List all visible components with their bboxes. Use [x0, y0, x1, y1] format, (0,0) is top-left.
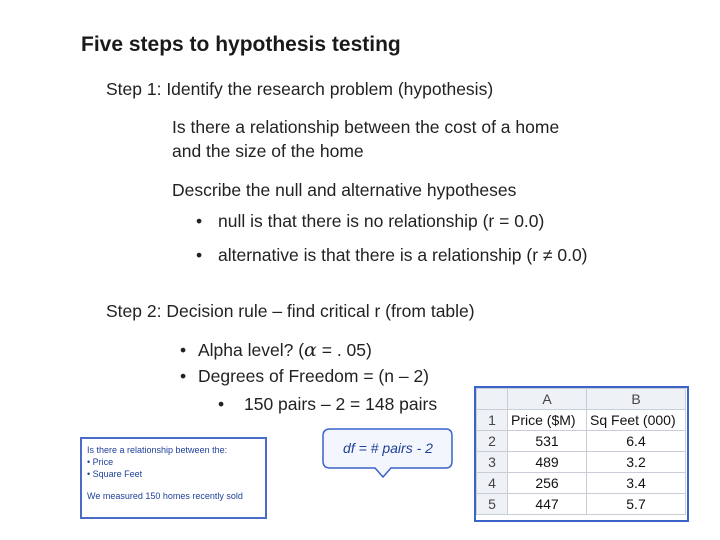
column-header-a: A: [508, 389, 587, 410]
alpha-symbol: α: [304, 339, 317, 361]
cell-price: 256: [508, 473, 587, 494]
cell-sqft: 3.2: [587, 452, 686, 473]
table-row: [477, 473, 686, 494]
spreadsheet: [474, 386, 689, 522]
row-number: 2: [477, 431, 508, 452]
alpha-level-item: [180, 339, 372, 361]
row-number: 5: [477, 494, 508, 515]
describe-hypotheses: Describe the null and alternative hypotheses: [172, 180, 517, 200]
research-question-line2: and the size of the home: [172, 141, 364, 161]
column-header-b: B: [587, 389, 686, 410]
inset-item-price: • Price: [87, 457, 114, 467]
pairs-text: 150 pairs – 2 = 148 pairs: [244, 394, 438, 414]
inset-item-sqft-label: Square Feet: [92, 469, 143, 479]
pairs-item: [218, 394, 437, 415]
alpha-suffix: = . 05): [316, 340, 372, 360]
table-row: [477, 452, 686, 473]
callout-text: df = # pairs - 2: [343, 440, 433, 456]
null-hypothesis-text: null is that there is no relationship (r = 0.0): [218, 211, 545, 231]
table-row: [477, 431, 686, 452]
df-callout: [313, 428, 453, 478]
inset-question: Is there a relationship between the:: [87, 445, 228, 455]
slide-title: Five steps to hypothesis testing: [81, 33, 401, 56]
cell-price: 447: [508, 494, 587, 515]
alternative-hypothesis-text: alternative is that there is a relationship (r ≠ 0.0): [218, 245, 588, 265]
inset-item-sqft: • Square Feet: [87, 469, 143, 479]
step1-heading: Step 1: Identify the research problem (hypothesis): [106, 79, 494, 99]
table-row: [477, 494, 686, 515]
column-header-row: [477, 389, 686, 410]
header-cell-price: Price ($M): [508, 410, 587, 431]
alternative-hypothesis-item: [196, 245, 588, 266]
row-number: 4: [477, 473, 508, 494]
corner-cell: [477, 389, 508, 410]
bullet-icon: •: [196, 245, 203, 265]
bullet-icon: •: [218, 394, 225, 414]
row-number: 3: [477, 452, 508, 473]
cell-sqft: 3.4: [587, 473, 686, 494]
table-row: [477, 410, 686, 431]
null-hypothesis-item: [196, 211, 544, 232]
alpha-prefix: Alpha level? (: [198, 340, 305, 360]
research-question-inset: [80, 437, 267, 519]
step2-heading: Step 2: Decision rule – find critical r (from table): [106, 301, 475, 321]
degrees-of-freedom-item: [180, 366, 429, 387]
cell-price: 531: [508, 431, 587, 452]
header-cell-sqft: Sq Feet (000): [587, 410, 686, 431]
spreadsheet-table: [476, 388, 686, 515]
bullet-icon: •: [180, 340, 187, 360]
bullet-icon: •: [196, 211, 203, 231]
row-number: 1: [477, 410, 508, 431]
cell-sqft: 5.7: [587, 494, 686, 515]
bullet-icon: •: [180, 366, 187, 386]
cell-sqft: 6.4: [587, 431, 686, 452]
cell-price: 489: [508, 452, 587, 473]
research-question-line1: Is there a relationship between the cost of a home: [172, 117, 560, 137]
inset-item-price-label: Price: [92, 457, 114, 467]
inset-measured: We measured 150 homes recently sold: [87, 491, 243, 501]
degrees-of-freedom-text: Degrees of Freedom = (n – 2): [198, 366, 430, 386]
